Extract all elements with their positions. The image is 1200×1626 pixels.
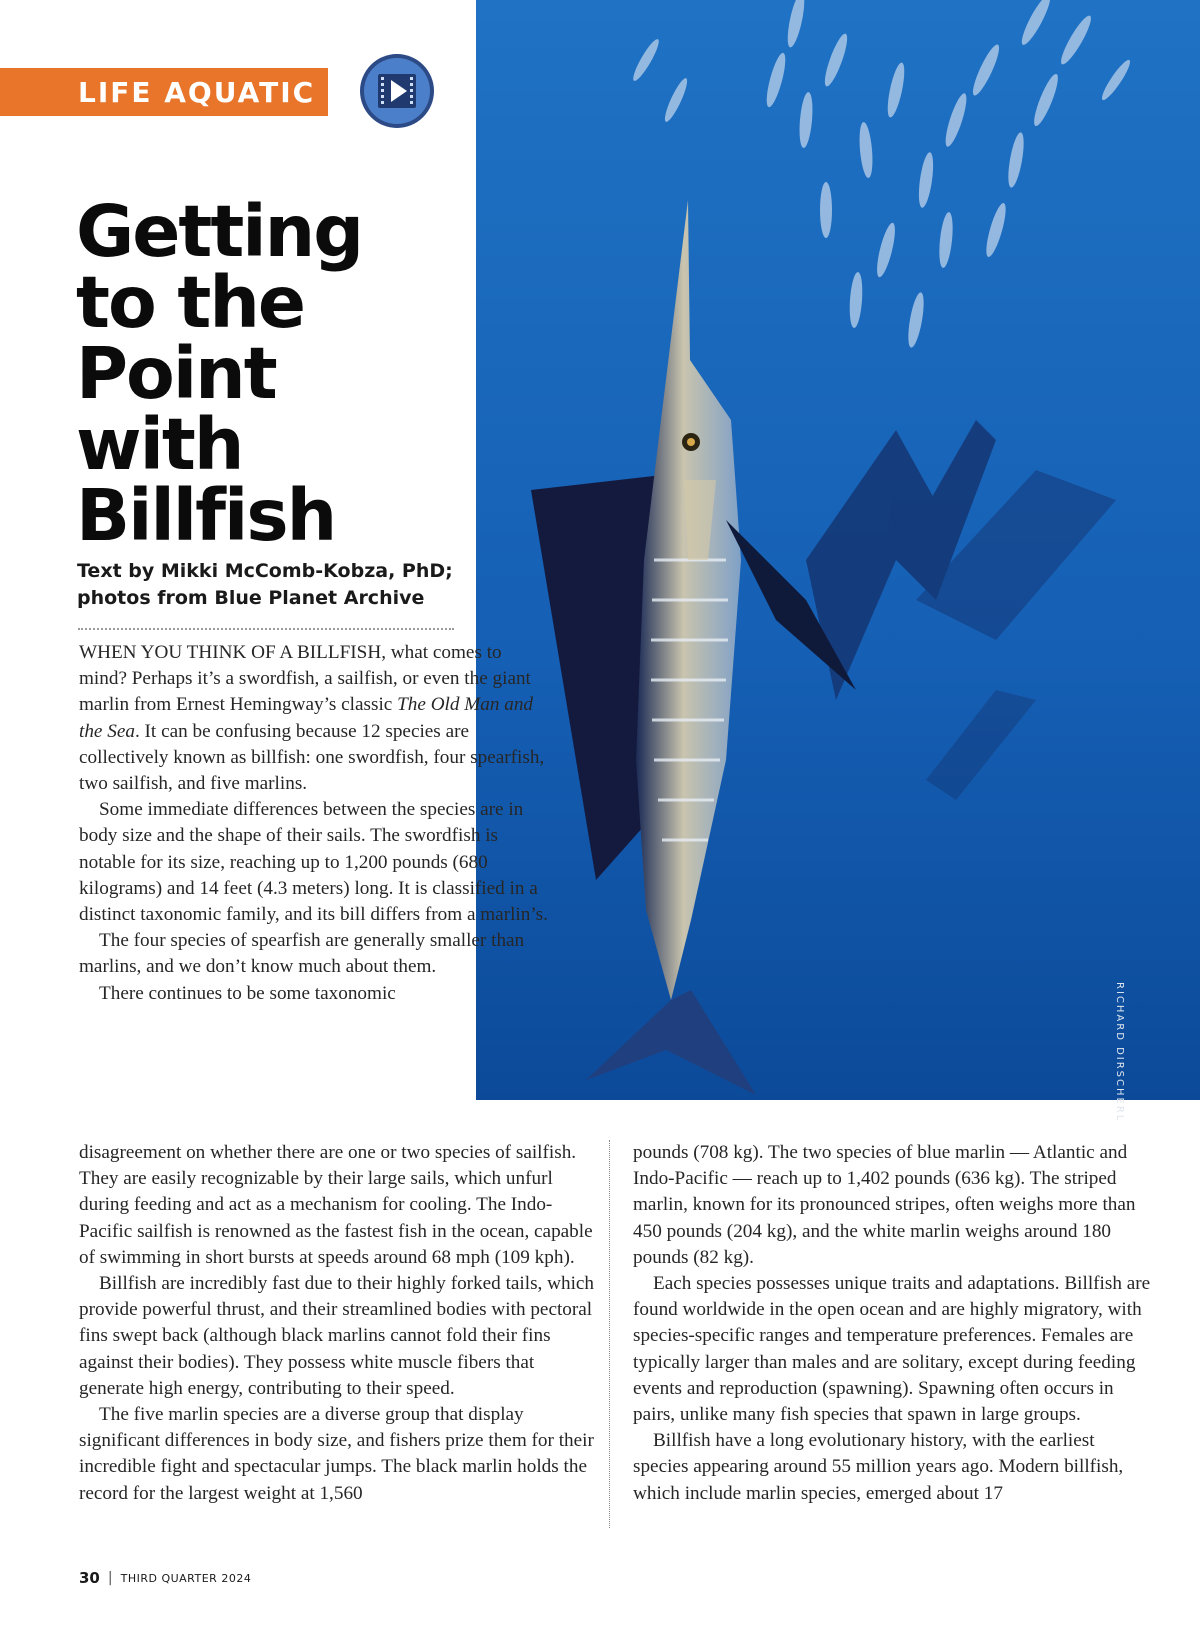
byline-photos: photos from Blue Planet Archive <box>77 587 425 609</box>
section-label: LIFE AQUATIC <box>78 75 316 109</box>
title-line: with <box>76 403 243 486</box>
paragraph: Billfish have a long evolutionary history, with the earliest species appearing around 55 million years ago. Modern billfish, which include marlin species, emerged about 17 <box>633 1430 1124 1504</box>
article-title <box>76 190 456 557</box>
body-column-left-top <box>79 640 549 1007</box>
dotted-divider <box>78 628 454 630</box>
issue-label: THIRD QUARTER 2024 <box>120 1571 252 1585</box>
paragraph: The five marlin species are a diverse group that display significant differences in body size, and fishers prize them for their incredible fight and spectacular jumps. The black marlin holds the record for the largest weight at 1,560 <box>79 1404 594 1504</box>
paragraph: disagreement on whether there are one or two species of sailfish. They are easily recognizable by their large sails, which unfurl during feeding and act as a mechanism for cooling. The Indo-Pacific sailfish is renowned as the fastest fish in the ocean, capable of swimming in short bursts at speeds around 68 mph (109 kph). <box>79 1142 593 1268</box>
body-column-right <box>633 1140 1153 1507</box>
paragraph: pounds (708 kg). The two species of blue marlin — Atlantic and Indo-Pacific — reach up to 1,402 pounds (636 kg). The striped marlin, known for its pronounced stripes, often weighs more than 450 pounds (204 kg), and the white marlin weighs around 180 pounds (82 kg). <box>633 1142 1136 1268</box>
title-line: to the <box>76 261 305 344</box>
column-divider <box>609 1140 610 1528</box>
byline-author: Text by Mikki McComb-Kobza, PhD; <box>77 560 453 582</box>
paragraph: There continues to be some taxonomic <box>99 982 396 1004</box>
sailfish-photo <box>476 0 1200 1100</box>
drop-lead: WHEN YOU THINK OF A BILLFISH, <box>79 642 386 663</box>
text-run: . It can be confusing because 12 species are collectively known as billfish: one swordfish, four spearfish, two sailfish, and five marlins. <box>79 720 545 795</box>
title-line: Point <box>76 332 276 415</box>
page-number: 30 <box>79 1569 100 1587</box>
paragraph: Each species possesses unique traits and adaptations. Billfish are found worldwide in the open ocean and are highly migratory, with species-specific ranges and temperature preferences. Females are typically larger than males and are solitary, except during feeding events and reproduction (spawning). Spawning often occurs in pairs, unlike many fish species that spawn in large groups. <box>633 1273 1151 1426</box>
section-tag <box>0 68 328 116</box>
title-line: Billfish <box>76 474 336 557</box>
footer-separator: | <box>107 1570 113 1586</box>
page-footer <box>79 1569 251 1587</box>
paragraph: The four species of spearfish are generally smaller than marlins, and we don’t know much about them. <box>79 930 525 978</box>
play-video-icon[interactable] <box>358 52 436 130</box>
photo-credit: RICHARD DIRSCHERL <box>1114 982 1125 1123</box>
paragraph: Some immediate differences between the species are in body size and the shape of their sails. The swordfish is notable for its size, reaching up to 1,200 pounds (680 kilograms) and 14 feet (4.3 meters) long. It is classified in a distinct taxonomic family, and its bill differs from a marlin’s. <box>79 799 548 926</box>
title-line: Getting <box>76 190 363 273</box>
paragraph <box>79 640 549 797</box>
book-title: The Old Man and the Sea <box>79 694 534 742</box>
paragraph: Billfish are incredibly fast due to their highly forked tails, which provide powerful thrust, and their streamlined bodies with pectoral fins swept back (although black marlins cannot fold their fins against their bodies). They possess white muscle fibers that generate high energy, contributing to their speed. <box>79 1273 595 1399</box>
byline <box>77 558 457 612</box>
body-column-left-bottom <box>79 1140 599 1507</box>
text-run: what comes to mind? Perhaps it’s a swordfish, a sailfish, or even the giant marlin from Ernest Hemingway’s classic <box>79 642 531 716</box>
